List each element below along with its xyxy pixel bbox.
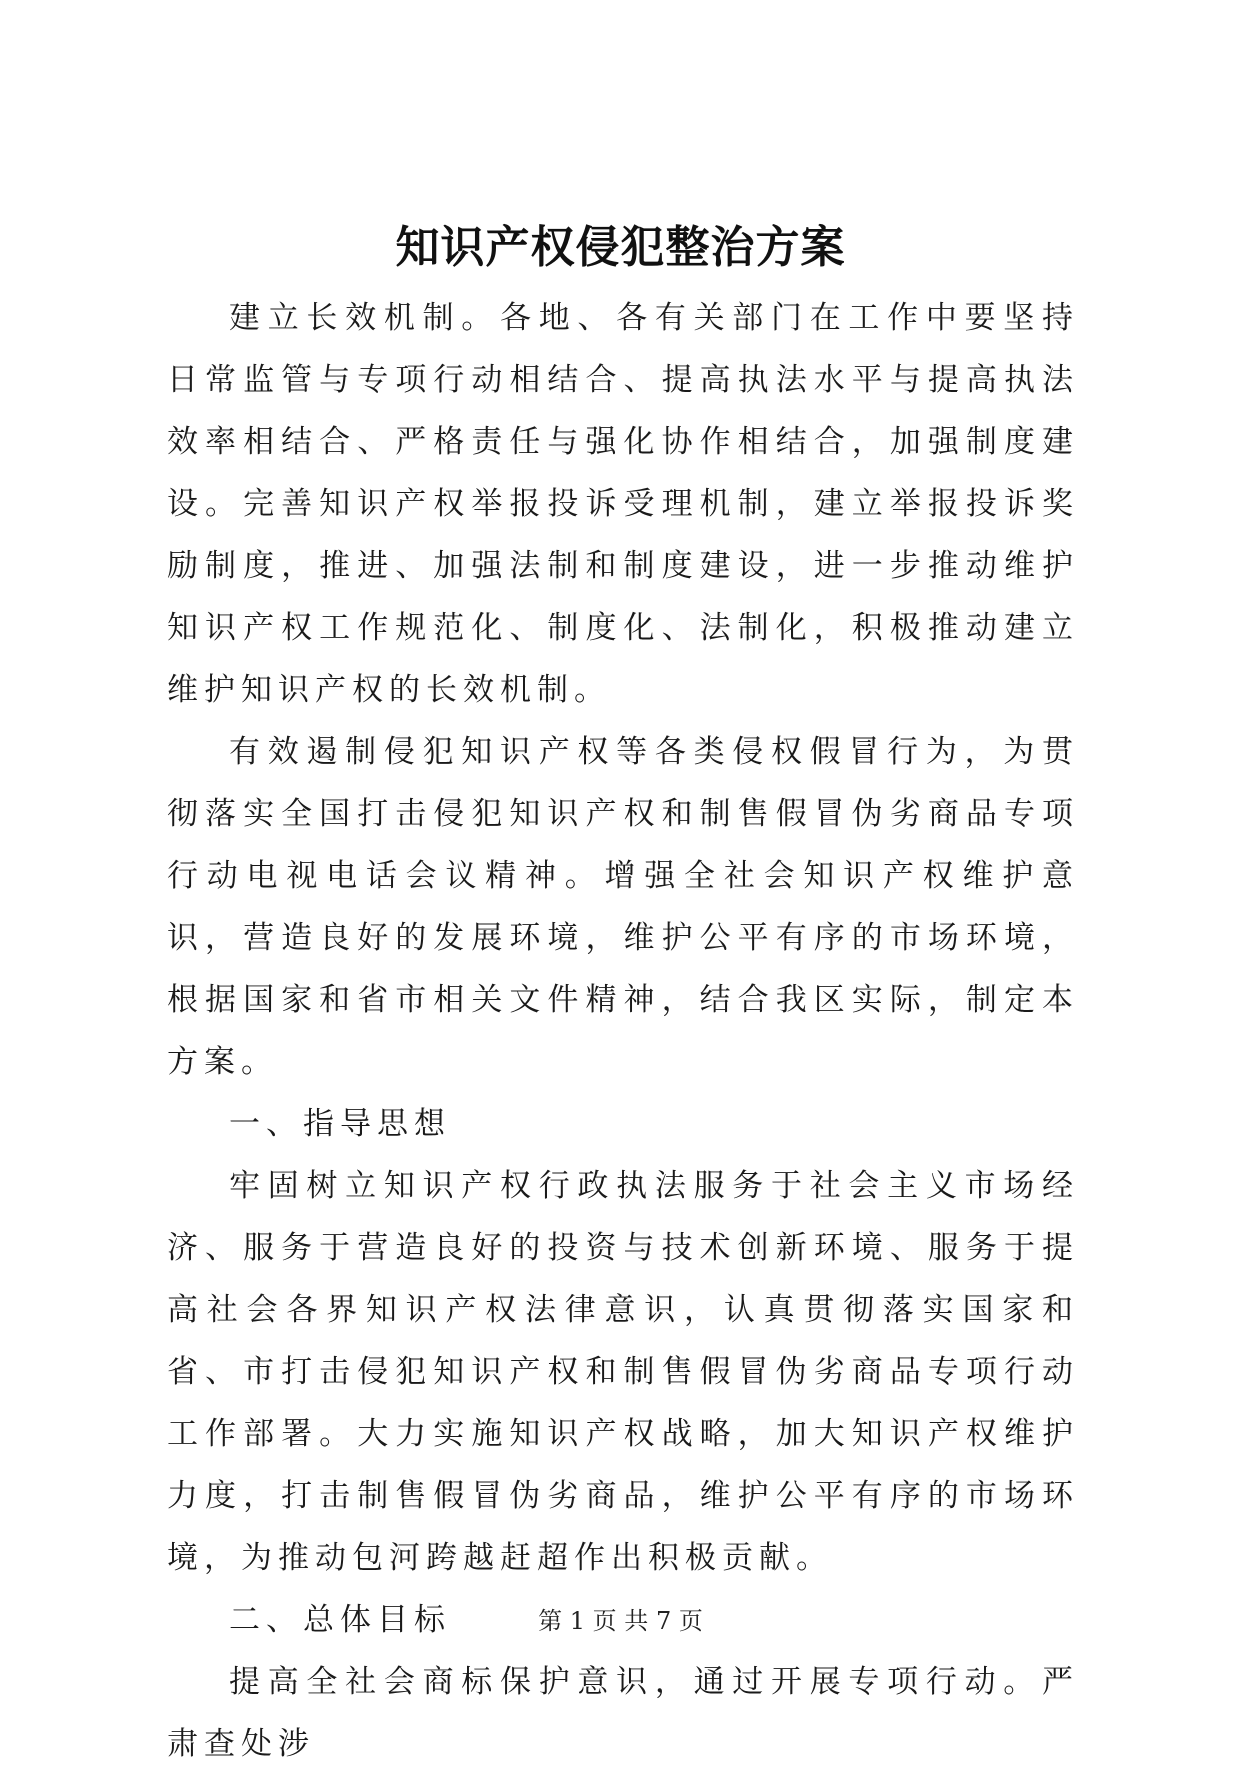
document-title: 知识产权侵犯整治方案 — [395, 222, 846, 273]
page-footer: 第 1 页 共 7 页 — [538, 1607, 703, 1635]
paragraph-overall-goals: 提高全社会商标保护意识，通过开展专项行动。严肃查处涉 — [167, 1664, 1079, 1762]
document-body — [167, 287, 1079, 1775]
paragraph-long-term-mechanism: 建立长效机制。各地、各有关部门在工作中要坚持日常监管与专项行动相结合、提高执法水平与提高执法效率相结合、严格责任与强化协作相结合，加强制度建设。完善知识产权举报投诉受理机制，建立举报投诉奖励制度，推进、加强法制和制度建设，进一步推动维护知识产权工作规范化、制度化、法制化，积极推动建立维护知识产权的长效机制。 — [167, 300, 1079, 708]
section-heading-overall-goals: 二、总体目标 — [229, 1602, 451, 1638]
section-heading-guiding-ideology: 一、指导思想 — [229, 1106, 451, 1142]
paragraph-guiding-ideology: 牢固树立知识产权行政执法服务于社会主义市场经济、服务于营造良好的投资与技术创新环境、服务于提高社会各界知识产权法律意识，认真贯彻落实国家和省、市打击侵犯知识产权和制售假冒伪劣商品专项行动工作部署。大力实施知识产权战略，加大知识产权维护力度，打击制售假冒伪劣商品，维护公平有序的市场环境，为推动包河跨越赶超作出积极贡献。 — [167, 1168, 1079, 1576]
paragraph-purpose: 有效遏制侵犯知识产权等各类侵权假冒行为，为贯彻落实全国打击侵犯知识产权和制售假冒伪劣商品专项行动电视电话会议精神。增强全社会知识产权维护意识，营造良好的发展环境，维护公平有序的市场环境，根据国家和省市相关文件精神，结合我区实际，制定本方案。 — [167, 734, 1079, 1080]
